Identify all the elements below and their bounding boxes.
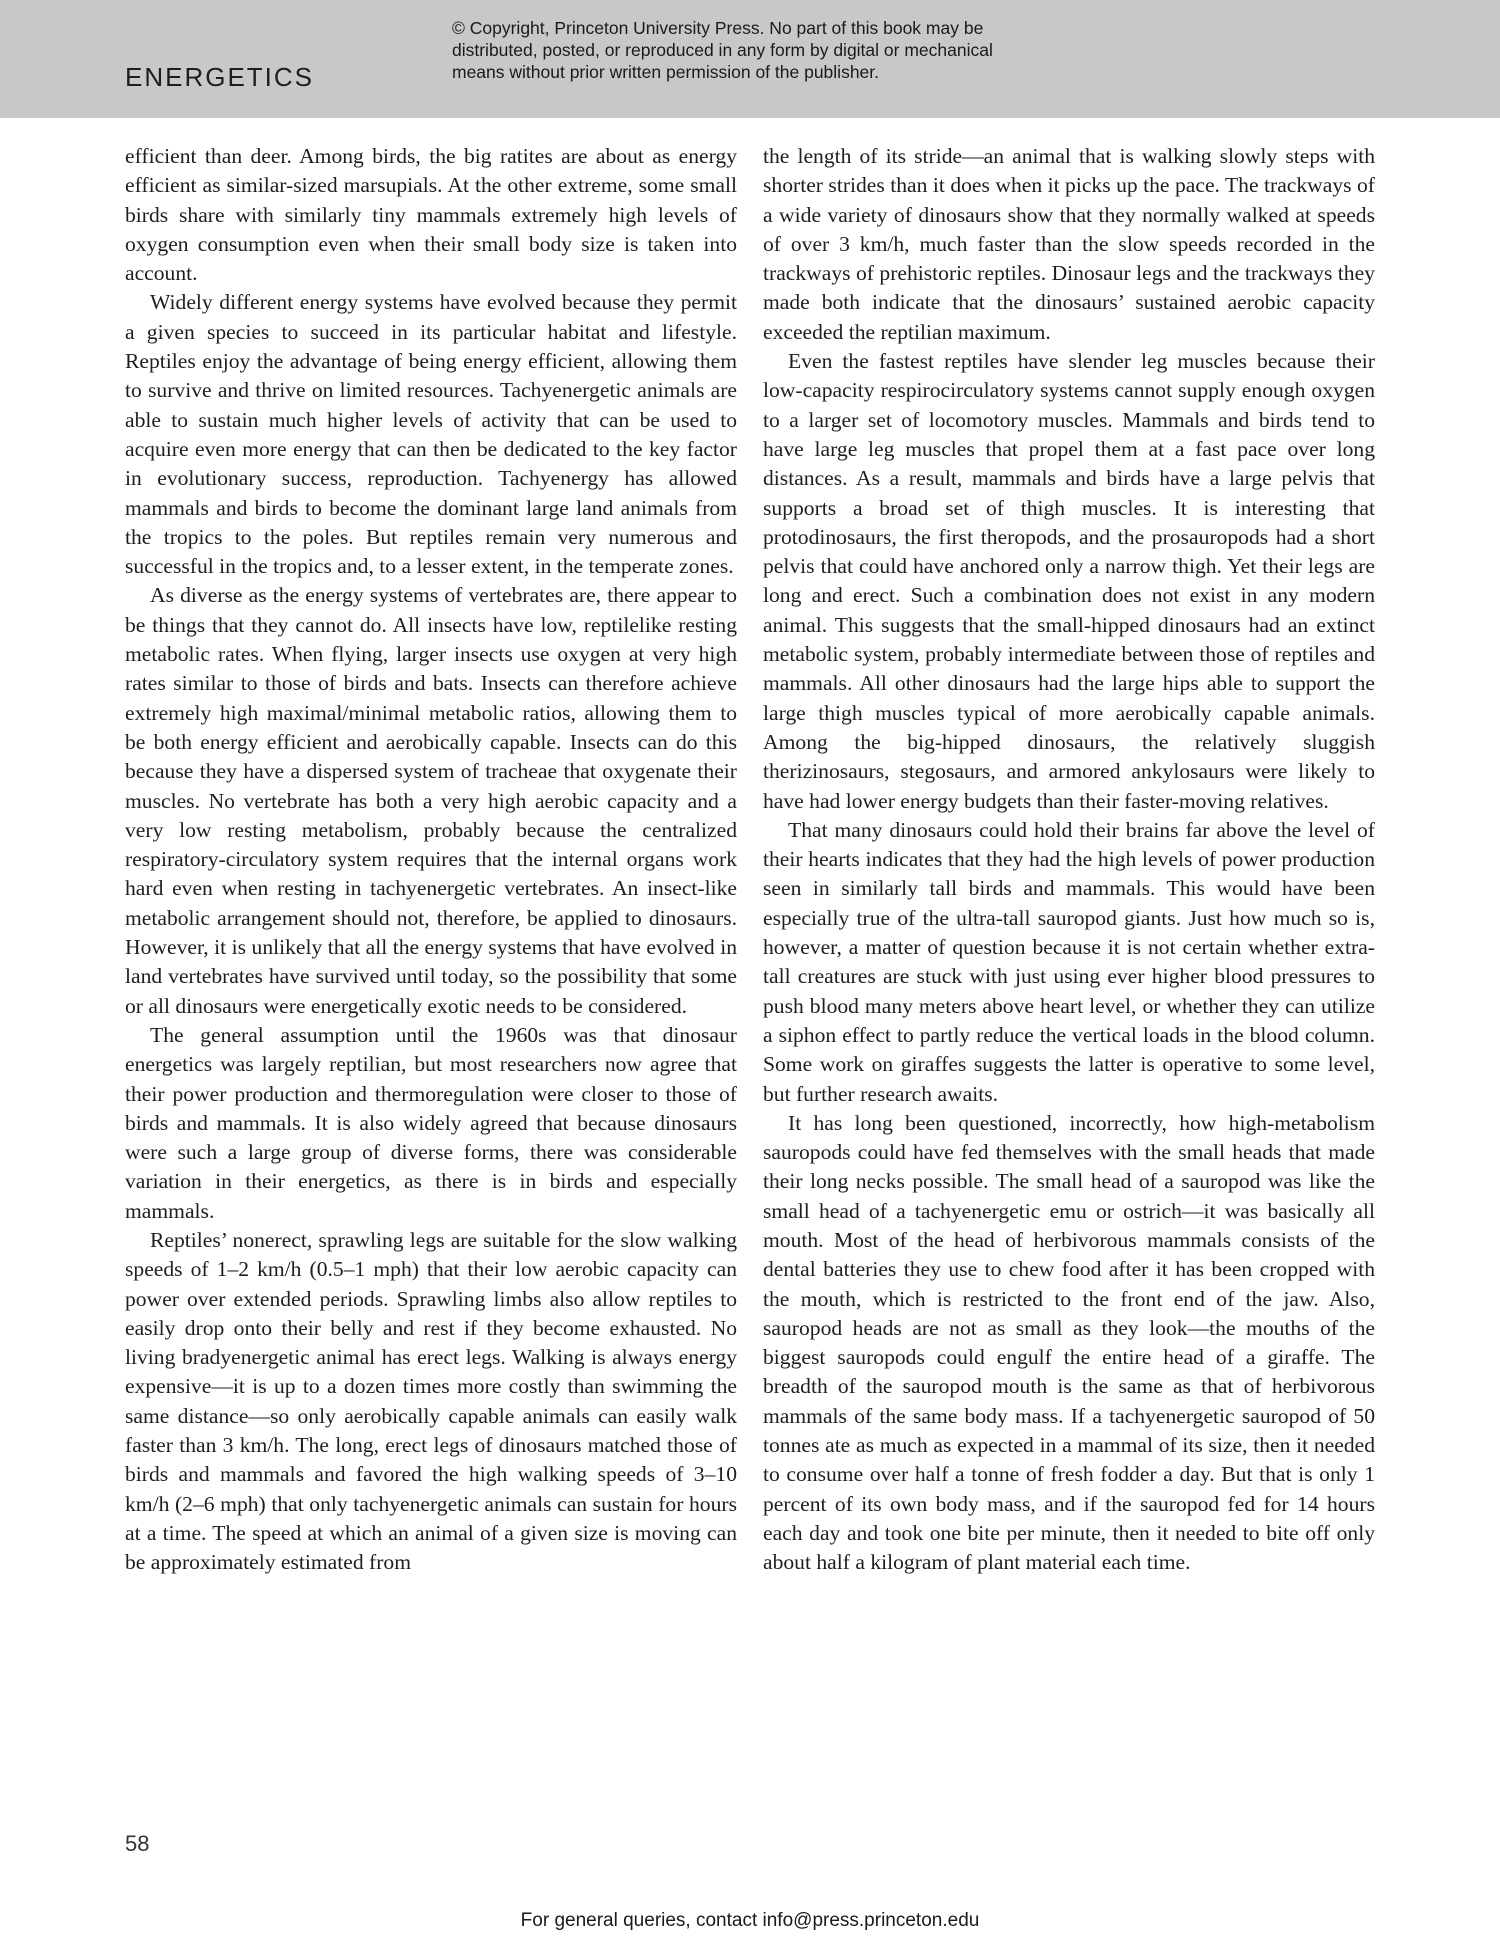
paragraph: Widely different energy systems have evolved because they permit a given species to succeed in its particular habitat and lifestyle. Reptiles enjoy the advantage of being energy efficient, allowing them to survive and thrive on limited resources. Tachyenergetic animals are able to sustain much higher levels of activity that can be used to acquire even more energy that can then be dedicated to the key factor in evolutionary success, reproduction. Tachyenergy has allowed mammals and birds to become the dominant large land animals from the tropics to the poles. But reptiles remain very numerous and successful in the tropics and, to a lesser extent, in the temperate zones. — [125, 290, 737, 579]
header-band — [0, 0, 1500, 118]
paragraph: efficient than deer. Among birds, the big ratites are about as energy efficient as similar-sized marsupials. At the other extreme, some small birds share with similarly tiny mammals extremely high levels of oxygen consumption even when their small body size is taken into account. — [125, 144, 737, 286]
paragraph: That many dinosaurs could hold their brains far above the level of their hearts indicates that they had the high levels of power production seen in similarly tall birds and mammals. This would have been especially true of the ultra-tall sauropod giants. Just how much so is, however, a matter of question because it is not certain whether extra-tall creatures are stuck with just using ever higher blood pressures to push blood many meters above heart level, or whether they can utilize a siphon effect to partly reduce the vertical loads in the blood column. Some work on giraffes suggests the latter is operative to some level, but further research awaits. — [763, 817, 1375, 1106]
copyright-line: distributed, posted, or reproduced in any form by digital or mechanical — [452, 40, 993, 60]
right-column — [763, 142, 1375, 1578]
paragraph: Even the fastest reptiles have slender leg muscles because their low-capacity respirocirculatory systems cannot supply enough oxygen to a larger set of locomotory muscles. Mammals and birds tend to have large leg muscles that propel them at a fast pace over long distances. As a result, mammals and birds have a large pelvis that supports a broad set of thigh muscles. It is interesting that protodinosaurs, the first theropods, and the prosauropods had a short pelvis that could have anchored only a narrow thigh. Yet their legs are long and erect. Such a combination does not exist in any modern animal. This suggests that the small-hipped dinosaurs had an extinct metabolic system, probably intermediate between those of reptiles and mammals. All other dinosaurs had the large hips able to support the large thigh muscles typical of more aerobically capable animals. Among the big-hipped dinosaurs, the relatively sluggish therizinosaurs, stegosaurs, and armored ankylosaurs were likely to have had lower energy budgets than their faster-moving relatives. — [763, 349, 1375, 813]
left-column — [125, 142, 737, 1578]
running-head: ENERGETICS — [125, 62, 315, 92]
copyright-line: © Copyright, Princeton University Press. No part of this book may be — [452, 18, 984, 38]
paragraph: It has long been questioned, incorrectly, how high-metabolism sauropods could have fed themselves with the small heads that made their long necks possible. The small head of a sauropod was like the small head of a tachyenergetic emu or ostrich—it was basically all mouth. Most of the head of herbivorous mammals consists of the dental batteries they use to chew food after it has been cropped with the mouth, which is restricted to the front end of the jaw. Also, sauropod heads are not as small as they look—the mouths of the biggest sauropods could engulf the entire head of a giraffe. The breadth of the sauropod mouth is the same as that of herbivorous mammals of the same body mass. If a tachyenergetic sauropod of 50 tonnes ate as much as expected in a mammal of its size, then it needed to consume over half a tonne of fresh fodder a day. But that is only 1 percent of its own body mass, and if the sauropod fed for 14 hours each day and took one bite per minute, then it needed to bite off only about half a kilogram of plant material each time. — [763, 1110, 1375, 1575]
copyright-notice — [452, 17, 1092, 83]
footer-contact: For general queries, contact info@press.princeton.edu — [520, 1910, 980, 1931]
paragraph: Reptiles’ nonerect, sprawling legs are suitable for the slow walking speeds of 1–2 km/h (0.5–1 mph) that their low aerobic capacity can power over extended periods. Sprawling limbs also allow reptiles to easily drop onto their belly and rest if they become exhausted. No living bradyenergetic animal has erect legs. Walking is always energy expensive—it is up to a dozen times more costly than swimming the same distance—so only aerobically capable animals can easily walk faster than 3 km/h. The long, erect legs of dinosaurs matched those of birds and mammals and favored the high walking speeds of 3–10 km/h (2–6 mph) that only tachyenergetic animals can sustain for hours at a time. The speed at which an animal of a given size is moving can be approximately estimated from — [125, 1227, 737, 1575]
paragraph: As diverse as the energy systems of vertebrates are, there appear to be things that they cannot do. All insects have low, reptilelike resting metabolic rates. When flying, larger insects use oxygen at very high rates similar to those of birds and bats. Insects can therefore achieve extremely high maximal/minimal metabolic ratios, allowing them to be both energy efficient and aerobically capable. Insects can do this because they have a dispersed system of tracheae that oxygenate their muscles. No vertebrate has both a very high aerobic capacity and a very low resting metabolism, probably because the centralized respiratory-circulatory system requires that the internal organs work hard even when resting in tachyenergetic vertebrates. An insect-like metabolic arrangement should not, therefore, be applied to dinosaurs. However, it is unlikely that all the energy systems that have evolved in land vertebrates have survived until today, so the possibility that some or all dinosaurs were energetically exotic needs to be considered. — [125, 583, 737, 1018]
copyright-line: means without prior written permission of the publisher. — [452, 62, 880, 82]
paragraph: the length of its stride—an animal that is walking slowly steps with shorter strides than it does when it picks up the pace. The trackways of a wide variety of dinosaurs show that they normally walked at speeds of over 3 km/h, much faster than the slow speeds recorded in the trackways of prehistoric reptiles. Dinosaur legs and the trackways they made both indicate that the dinosaurs’ sustained aerobic capacity exceeded the reptilian maximum. — [763, 144, 1375, 344]
page-number: 58 — [125, 1831, 150, 1856]
paragraph: The general assumption until the 1960s was that dinosaur energetics was largely reptilian, but most researchers now agree that their power production and thermoregulation were closer to those of birds and mammals. It is also widely agreed that because dinosaurs were such a large group of diverse forms, there was considerable variation in their energetics, as there is in birds and especially mammals. — [125, 1022, 737, 1223]
